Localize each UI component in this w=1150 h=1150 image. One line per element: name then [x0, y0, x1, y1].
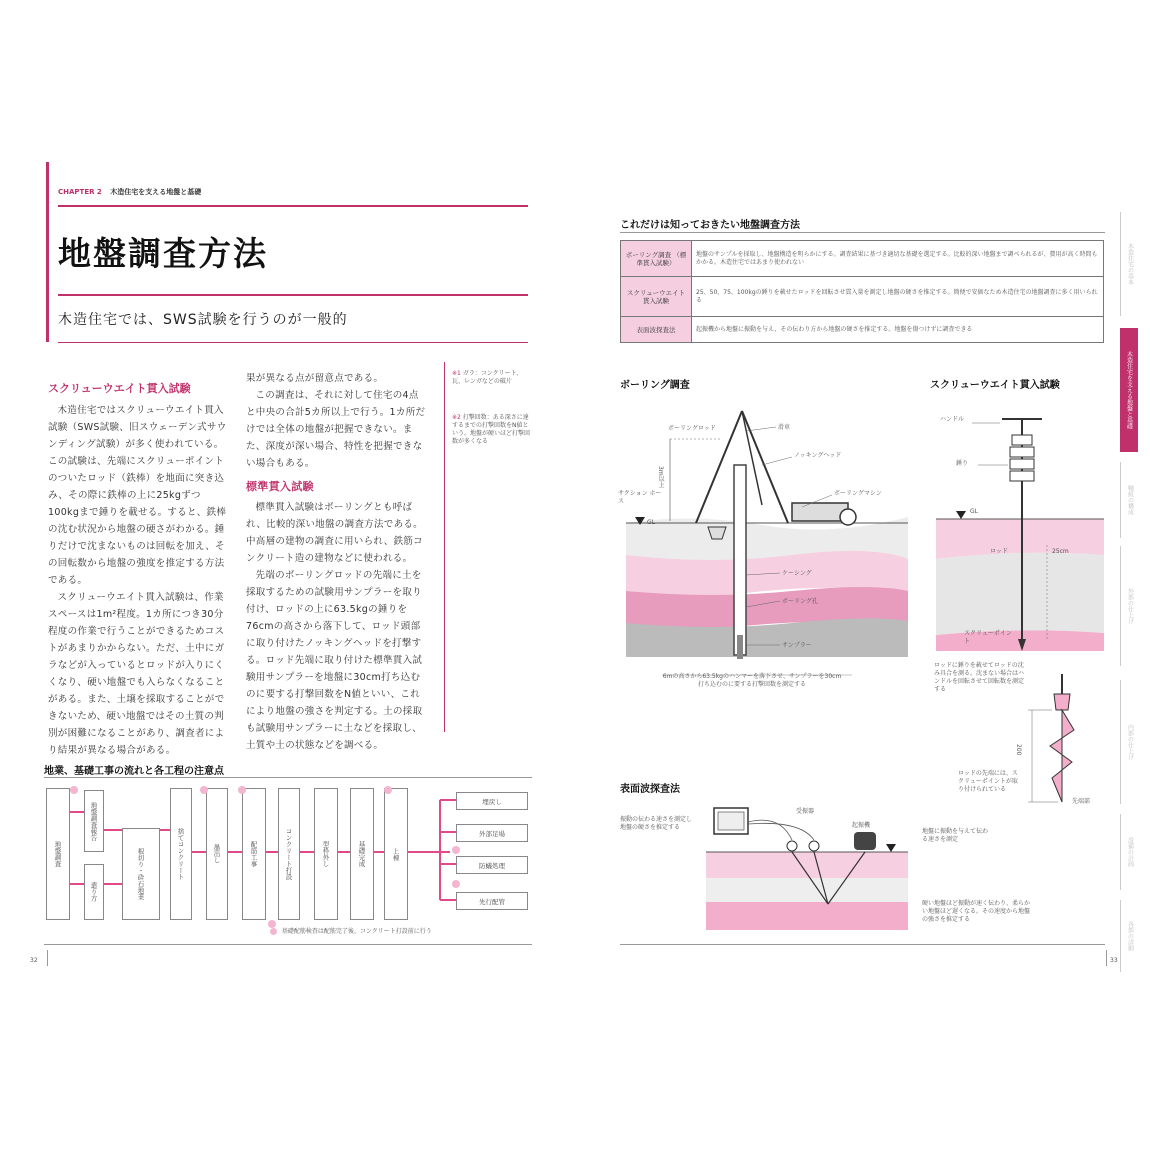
flow-note-bullet — [200, 786, 208, 794]
sws-tip-diagram — [1018, 670, 1108, 810]
flow-step: 地盤調査報告 — [84, 790, 104, 852]
body-column-2 — [246, 370, 426, 754]
sws-caption-2: ロッドの先端には、スクリューポイントが取り付けられている — [958, 770, 1018, 793]
sws-tip-dimension: 200 — [1015, 744, 1022, 756]
flow-side-step: 先行配管 — [456, 892, 528, 910]
table-row — [621, 317, 1104, 343]
boring-label: ボーリングマシン — [834, 490, 882, 497]
flow-note-bullet — [268, 920, 276, 928]
surface-wave-caption: 硬い地盤ほど振動が速く伝わり、柔らかい地盤ほど遅くなる。その速度から地盤の強さを推定する — [922, 900, 1031, 923]
surface-wave-title: 表面波探査法 — [620, 784, 680, 795]
flow-title: 地業、基礎工事の流れと各工程の注意点 — [44, 766, 224, 777]
chapter-tab[interactable]: 木造住宅を支える地盤と基礎 — [1120, 328, 1138, 452]
chapter-top-rule — [58, 205, 528, 207]
right-section-title: これだけは知っておきたい地盤調査方法 — [620, 220, 800, 231]
flow-step: 遣り方 — [84, 864, 104, 920]
flow-side-step: 埋戻し — [456, 792, 528, 810]
sws-depth-label: 25cm — [1052, 548, 1069, 555]
surface-wave-label: 受振器 — [796, 808, 815, 815]
surface-wave-diagram — [700, 800, 914, 940]
sws-label: ロッド — [990, 548, 1008, 555]
body-paragraph: スクリューウエイト貫入試験は、作業スペースは1m²程度。1カ所につき30分程度の作業で行うことができるためコストがあまりかからない。ただ、土中にガラなどが入っているとロッドが入りにくくなり、硬い地盤でも入らなくなることがある。また、土壌を採取することができないため、硬い地盤ではその土質の判別が困難になることがあり、調査者により結果が異なる場合がある。 — [48, 592, 225, 756]
table-cell-label: ボーリング調査 （標準貫入試験） — [621, 241, 692, 277]
note-marker: ※2 — [452, 414, 461, 421]
side-note-1 — [452, 370, 534, 386]
flow-note-bullet — [384, 786, 392, 794]
table-cell-text: 25、50、75、100kgの錘りを載せたロッドを回転させ貫入量を測定し地盤の硬さを推定する。簡便で安価なため木造住宅の地盤調査に多く用いられる — [692, 277, 1104, 317]
survey-table — [620, 240, 1104, 343]
chapter-tab[interactable]: 各部の詳細 — [1120, 900, 1139, 972]
chapter-tab[interactable]: 設備の計画 — [1120, 814, 1139, 890]
spt-heading: 標準貫入試験 — [246, 480, 314, 493]
boring-label: GL — [647, 519, 655, 526]
sws-label: スクリューポイント — [964, 630, 1012, 645]
sws-caption-1: ロッドに錘りを載せてロッドの沈み具合を測る。沈まない場合はハンドルを回転させて回転数を測定する — [934, 662, 1025, 693]
chapter-tab[interactable]: 内部の仕上げ — [1120, 680, 1139, 804]
page-subtitle: 木造住宅では、SWS試験を行うのが一般的 — [58, 312, 348, 328]
side-note-2 — [452, 414, 534, 446]
flow-side-step: 外部足場 — [456, 824, 528, 842]
flow-note — [270, 928, 432, 936]
sws-label: 錘り — [956, 460, 969, 467]
flow-step: コンクリート打設 — [278, 788, 300, 920]
table-row — [621, 277, 1104, 317]
sws-tip-label: 先端部 — [1072, 798, 1091, 805]
table-cell-label: スクリューウエイト貫入試験 — [621, 277, 692, 317]
flow-note-bullet — [70, 786, 78, 794]
sws-label: ハンドル — [940, 416, 965, 423]
sws-title: スクリューウエイト貫入試験 — [930, 380, 1060, 391]
boring-label: 3m以上 — [657, 466, 664, 488]
body-paragraph: 果が異なる点が留意点である。 — [246, 373, 384, 384]
chapter-tab[interactable]: 軸組の構成 — [1120, 462, 1139, 538]
flow-step: 上棟 — [384, 788, 408, 920]
title-rule — [58, 294, 528, 296]
boring-label: 滑車 — [778, 424, 791, 431]
right-bottom-rule — [620, 944, 1105, 945]
table-row — [621, 241, 1104, 277]
sws-diagram — [932, 395, 1108, 665]
body-paragraph: 木造住宅ではスクリューウエイト貫入試験（SWS試験、旧スウェーデン式サウンディング試験）が多く使われている。この試験は、先端にスクリューポイントのついたロッド（鉄棒）を地面に突き込み、その際に鉄棒の上に25kgずつ100kgまで錘りを載せる。すると、鉄棒の沈む状況から地盤の硬さがわかる。錘りだけで沈まないものは回転を加え、その回転数から地盤の強度を推定する方法である。 — [48, 405, 227, 586]
boring-caption: 6mの高さから63.5kgのハンマーを落下させ、サンプラーを30cm打ち込むのに要する打撃回数を測定する — [662, 673, 842, 688]
subtitle-rule — [58, 342, 528, 343]
note-marker: ※1 — [452, 370, 461, 377]
boring-label: ボーリング孔 — [782, 598, 818, 605]
chapter-marker — [46, 162, 49, 342]
body-paragraph: この調査は、それに対して住宅の4点と中央の合計5カ所以上で行う。1カ所だけでは全体の地盤が把握できない。また、深度が深い場合、特性を把握できない場合もある。 — [246, 390, 426, 469]
boring-label: サンプラー — [782, 642, 812, 649]
page-title: 地盤調査方法 — [58, 234, 268, 273]
flow-step: 基礎完成 — [350, 788, 374, 920]
boring-label: ノッキングヘッド — [794, 452, 842, 459]
chapter-tab[interactable]: 外部の仕上げ — [1120, 546, 1139, 666]
table-cell-label: 表面波探査法 — [621, 317, 692, 343]
boring-label: ケーシング — [782, 570, 812, 577]
flow-side-step: 防蟻処理 — [456, 856, 528, 874]
body-column-1 — [48, 402, 228, 759]
flow-note-bullet — [452, 880, 460, 888]
flow-step: 捨てコンクリート — [170, 788, 192, 920]
flow-step: 配筋工事 — [242, 788, 266, 920]
flow-bottom-rule — [44, 944, 532, 945]
sws-label: GL — [970, 508, 978, 515]
sws-heading: スクリューウエイト貫入試験 — [48, 382, 191, 395]
body-paragraph: 標準貫入試験はボーリングとも呼ばれ、比較的深い地盤の調査方法である。中高層の建物の調査に用いられ、鉄筋コンクリート造の建物などに使われる。 — [246, 502, 423, 564]
table-cell-text: 起振機から地盤に振動を与え、その伝わり方から地盤の硬さを推定する。地盤を傷つけずに調査できる — [692, 317, 1104, 343]
surface-wave-caption: 振動の伝わる速さを測定し地盤の硬さを推定する — [620, 816, 693, 831]
flow-step: 型枠外し — [314, 788, 338, 920]
flow-step: 地盤調査 — [46, 788, 70, 920]
surface-wave-caption: 地盤に振動を与えて伝わる速さを測定 — [922, 828, 989, 843]
note-rule — [444, 362, 445, 732]
body-paragraph: 先端のボーリングロッドの先端に土を採取するための試験用サンプラーを取り付け、ロッドの上に63.5kgの錘りを76cmの高さから落下して、ロッド頭部に取り付けたノッキングヘッドを打撃する。ロッド先端に取り付けた標準貫入試験用サンプラーを地盤に30cm打ち込むのに要する打撃回数をN値といい、これにより地盤の強さを判定する。土の採取も試験用サンプラーに土などを採取し、土質や土の状態などを調べる。 — [246, 570, 423, 751]
surface-wave-label: 起振機 — [852, 822, 871, 829]
gutter-line-right — [1106, 950, 1107, 966]
boring-label: ボーリングロッド — [668, 425, 716, 432]
flow-rule — [44, 777, 532, 778]
flow-note-bullet — [270, 928, 277, 935]
flow-note-bullet — [452, 846, 460, 854]
right-title-rule — [620, 232, 1105, 233]
flow-step: 墨出し — [206, 788, 228, 920]
flow-note-text: 基礎配筋検査は配筋完了後、コンクリート打設前に行う — [281, 928, 432, 935]
boring-diagram — [612, 395, 912, 685]
chapter-label — [58, 187, 201, 197]
chapter-number: CHAPTER 2 — [58, 188, 102, 196]
boring-label: サクション ホース — [618, 490, 662, 505]
flow-step: 根切り・砕石地業 — [122, 828, 160, 920]
page-number-left: 32 — [30, 957, 38, 964]
chapter-title: 木造住宅を支える地盤と基礎 — [110, 188, 202, 196]
page-number-right: 33 — [1110, 957, 1118, 964]
gutter-line-left — [47, 950, 48, 966]
side-note-text: 打撃回数：ある深さに達するまでの打撃回数をN値という。地盤が硬いほど打撃回数が多くなる — [452, 414, 531, 445]
table-cell-text: 地盤のサンプルを採取し、地盤構造を明らかにする。調査結果に基づき適切な基礎を選定する。比較的深い地盤まで調べられるが、費用が高く時間もかかる。木造住宅ではあまり使われない — [692, 241, 1104, 277]
chapter-tab[interactable]: 木造住宅の基本 — [1120, 212, 1139, 316]
boring-title: ボーリング調査 — [620, 380, 690, 391]
side-note-text: ガラ：コンクリート、瓦、レンガなどの破片 — [452, 370, 523, 385]
flow-note-bullet — [238, 786, 246, 794]
